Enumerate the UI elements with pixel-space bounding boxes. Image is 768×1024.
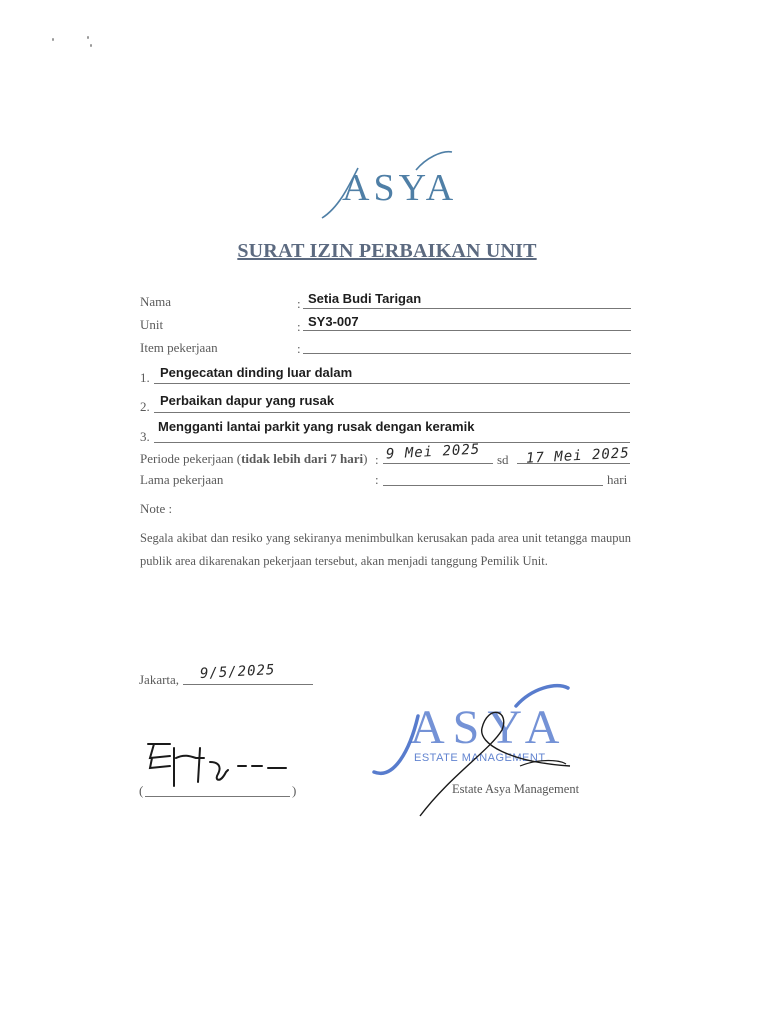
periode-sd-label: sd xyxy=(497,452,509,467)
item-1-underline xyxy=(154,383,630,384)
scan-speck xyxy=(90,44,92,47)
stamp-word: ASYA xyxy=(410,701,568,754)
place-label: Jakarta, xyxy=(139,672,180,687)
periode-colon: : xyxy=(375,452,379,467)
signing-date: 9/5/2025 xyxy=(199,662,276,682)
item-3-text: Mengganti lantai parkit yang rusak dengan keramik xyxy=(158,419,475,434)
item-underline xyxy=(303,353,631,354)
periode-to-value: 17 Mei 2025 xyxy=(525,445,631,467)
lama-underline xyxy=(383,485,603,486)
note-paragraph: Segala akibat dan resiko yang sekiranya menimbulkan kerusakan pada area unit tetangga maupun publik area dikarenakan pekerjaan tersebut, akan menjadi tanggung Pemilik Unit. xyxy=(140,531,631,568)
periode-label-bold: tidak lebih dari 7 hari xyxy=(241,451,364,466)
nama-colon: : xyxy=(297,296,301,311)
unit-value: SY3-007 xyxy=(308,314,359,329)
item-1-number: 1. xyxy=(140,370,150,385)
item-2-number: 2. xyxy=(140,399,150,414)
stamp-subtitle: ESTATE MANAGEMENT xyxy=(414,752,546,764)
note-label: Note : xyxy=(140,501,173,516)
item-label: Item pekerjaan xyxy=(140,340,218,355)
periode-label-end: ) xyxy=(363,451,368,466)
scan-speck xyxy=(87,36,89,39)
scan-speck xyxy=(52,38,54,41)
nama-underline xyxy=(303,308,631,309)
lama-colon: : xyxy=(375,472,379,487)
document-title: SURAT IZIN PERBAIKAN UNIT xyxy=(237,240,537,262)
periode-label-start: Periode pekerjaan ( xyxy=(140,451,242,466)
signature-scribble xyxy=(140,736,295,792)
signer-paren-open: ( xyxy=(139,783,144,798)
signer-paren-close: ) xyxy=(292,783,297,798)
item-colon: : xyxy=(297,341,301,356)
unit-label: Unit xyxy=(140,317,164,332)
organization-name: Estate Asya Management xyxy=(452,782,580,796)
periode-from-underline xyxy=(383,463,493,464)
signing-date-underline xyxy=(183,684,313,685)
item-3-underline xyxy=(154,442,630,443)
nama-value: Setia Budi Tarigan xyxy=(308,291,422,306)
item-2-text: Perbaikan dapur yang rusak xyxy=(160,393,335,408)
periode-to-underline xyxy=(517,463,630,464)
item-3-number: 3. xyxy=(140,429,150,444)
asya-estate-stamp xyxy=(370,680,610,820)
signer-name-underline xyxy=(145,796,290,797)
item-2-underline xyxy=(154,412,630,413)
unit-colon: : xyxy=(297,319,301,334)
nama-label: Nama xyxy=(140,294,172,309)
item-1-text: Pengecatan dinding luar dalam xyxy=(160,365,353,380)
stamp-swoosh-icon xyxy=(370,680,610,820)
logo-text: ASYA xyxy=(342,167,458,209)
periode-label xyxy=(140,451,367,467)
lama-unit: hari xyxy=(607,472,628,487)
periode-from-value: 9 Mei 2025 xyxy=(385,441,481,463)
asya-logo xyxy=(318,148,458,222)
unit-underline xyxy=(303,330,631,331)
lama-label: Lama pekerjaan xyxy=(140,472,224,487)
